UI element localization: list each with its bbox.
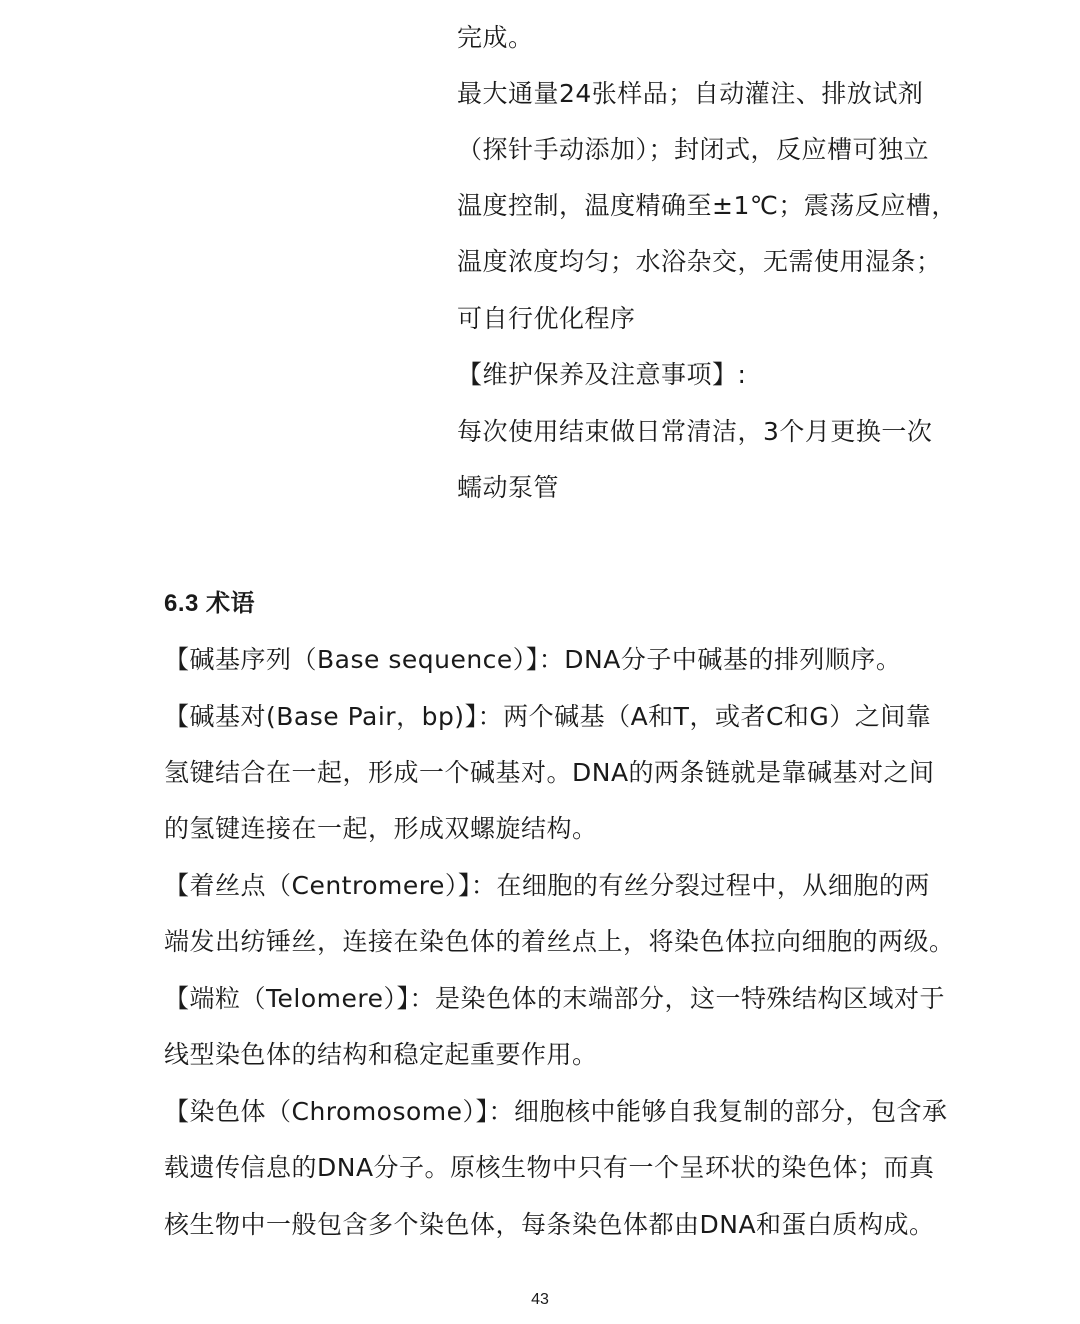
term-line: 【碱基序列（Base sequence）】：DNA分子中碱基的排列顺序。 [164, 645, 902, 674]
section-heading: 6.3 术语 [164, 590, 256, 617]
text-line: 温度浓度均匀；水浴杂交，无需使用湿条； [457, 247, 942, 276]
text-line: 完成。 [457, 23, 534, 52]
term-line: 【着丝点（Centromere）】：在细胞的有丝分裂过程中，从细胞的两 [164, 871, 930, 900]
page-number: 43 [531, 1291, 549, 1308]
term-line: 氢键结合在一起，形成一个碱基对。DNA的两条链就是靠碱基对之间 [164, 758, 935, 787]
term-line: 端发出纺锤丝，连接在染色体的着丝点上，将染色体拉向细胞的两级。 [164, 927, 955, 956]
term-line: 【端粒（Telomere）】：是染色体的末端部分，这一特殊结构区域对于 [164, 984, 945, 1013]
term-line: 核生物中一般包含多个染色体，每条染色体都由DNA和蛋白质构成。 [164, 1210, 935, 1239]
term-line: 【染色体（Chromosome）】：细胞核中能够自我复制的部分，包含承 [164, 1097, 948, 1126]
term-line: 载遗传信息的DNA分子。原核生物中只有一个呈环状的染色体；而真 [164, 1153, 935, 1182]
term-line: 的氢键连接在一起，形成双螺旋结构。 [164, 814, 598, 843]
maintenance-heading: 【维护保养及注意事项】: [457, 360, 747, 389]
text-line: 可自行优化程序 [457, 304, 636, 333]
text-line: （探针手动添加）；封闭式，反应槽可独立 [457, 135, 930, 164]
text-line: 温度控制，温度精确至±1℃；震荡反应槽， [457, 191, 957, 220]
term-line: 【碱基对(Base Pair，bp)】：两个碱基（A和T，或者C和G）之间靠 [164, 702, 932, 731]
text-line: 蠕动泵管 [457, 473, 560, 502]
text-line: 最大通量24张样品；自动灌注、排放试剂 [457, 79, 924, 108]
term-line: 线型染色体的结构和稳定起重要作用。 [164, 1040, 598, 1069]
text-line: 每次使用结束做日常清洁，3个月更换一次 [457, 417, 933, 446]
